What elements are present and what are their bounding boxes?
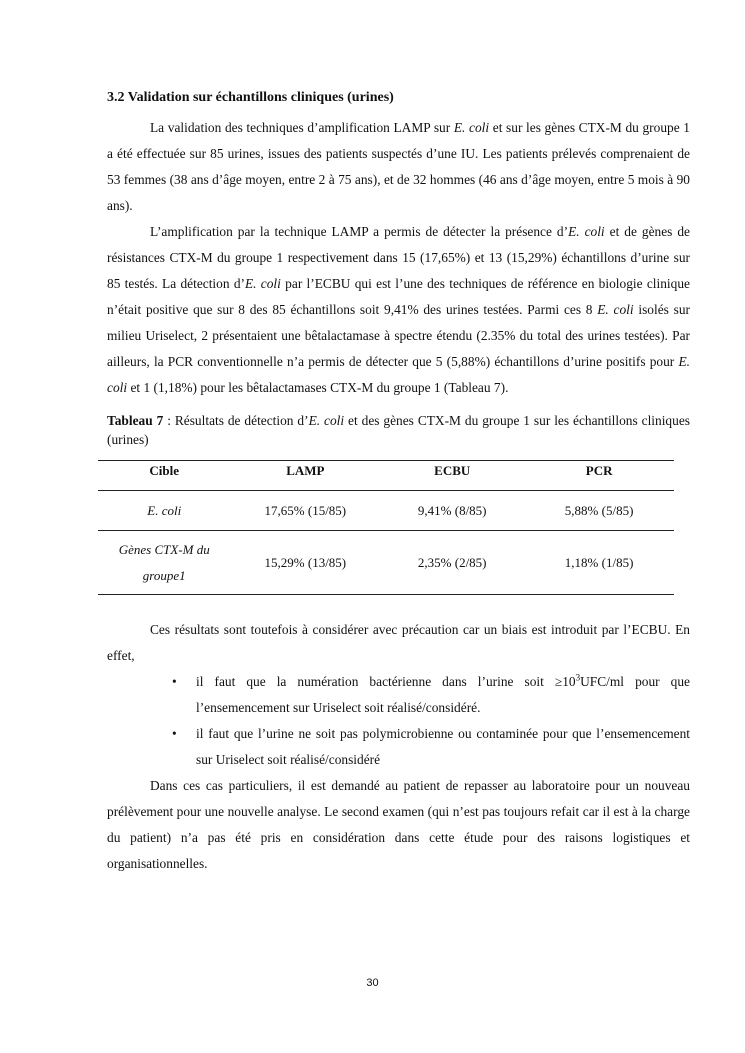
- bullet-icon: •: [172, 726, 177, 741]
- target-cell: Gènes CTX-M du groupe1: [98, 531, 230, 595]
- page-number: 30: [366, 977, 379, 989]
- document-page: [107, 86, 690, 877]
- ecbu-cell: 2,35% (2/85): [380, 531, 524, 595]
- column-header-cible: Cible: [98, 461, 230, 491]
- table-row: [98, 491, 674, 531]
- list-item: • il faut que la numération bactérienne dans l’urine soit $\ge 10^3UFC/ml$ pour que l’ensemencement sur Uriselect soit réalisé/considéré.: [107, 669, 690, 721]
- bullet-list: [107, 669, 690, 773]
- list-item: • il faut que l’urine ne soit pas polymicrobienne ou contaminée pour que l’ensemencement sur Uriselect soit réalisé/considéré: [107, 721, 690, 773]
- pcr-cell: 1,18% (1/85): [524, 531, 674, 595]
- ecbu-cell: 9,41% (8/85): [380, 491, 524, 531]
- column-header-lamp: LAMP: [230, 461, 380, 491]
- section-title: 3.2 Validation sur échantillons cliniques (urines): [107, 90, 394, 105]
- target-cell: E. coli: [98, 491, 230, 531]
- paragraph-2: L’amplification par la technique LAMP a permis de détecter la présence d’E. coli et de gènes de résistances CTX-M du groupe 1 respectivement dans 15 (17,65%) et 13 (15,29%) échantillons d’urine sur 85 testés. La détection d’E. coli par l’ECBU qui est l’une des techniques de référence en biologie clinique n’était positive que sur 8 des 85 échantillons soit 9,41% des urines testées. Parmi ces 8 E. coli isolés sur milieu Uriselect, 2 présentaient une bêtalactamase à spectre étendu (2.35% du total des urines testées). Par ailleurs, la PCR conventionnelle n’a permis de détecter que 5 (5,88%) échantillons d’urine positifs pour E. coli et 1 (1,18%) pour les bêtalactamases CTX-M du groupe 1 (Tableau 7).: [107, 224, 690, 395]
- paragraph-1: La validation des techniques d’amplification LAMP sur E. coli et sur les gènes CTX-M du groupe 1 a été effectuée sur 85 urines, issues des patients suspectés d’une IU. Les patients prélevés comprenaient de 53 femmes (38 ans d’âge moyen, entre 2 à 75 ans), et de 32 hommes (46 ans d’âge moyen, entre 5 mois à 90 ans).: [107, 120, 690, 213]
- table-caption: Tableau 7 : Résultats de détection d’E. coli et des gènes CTX-M du groupe 1 sur les échantillons cliniques (urines): [107, 413, 690, 447]
- lamp-cell: 17,65% (15/85): [230, 491, 380, 531]
- lamp-cell: 15,29% (13/85): [230, 531, 380, 595]
- results-table: [98, 460, 674, 595]
- paragraph-3: Ces résultats sont toutefois à considérer avec précaution car un biais est introduit par l’ECBU. En effet,: [107, 622, 690, 663]
- table-row: [98, 531, 674, 595]
- bullet-icon: •: [172, 674, 177, 689]
- paragraph-4: Dans ces cas particuliers, il est demandé au patient de repasser au laboratoire pour un nouveau prélèvement pour une nouvelle analyse. Le second examen (qui n’est pas toujours refait car il est à la charge du patient) n’a pas été pris en considération dans cette étude pour des raisons logistiques et organisationnelles.: [107, 778, 690, 871]
- pcr-cell: 5,88% (5/85): [524, 491, 674, 531]
- column-header-ecbu: ECBU: [380, 461, 524, 491]
- column-header-pcr: PCR: [524, 461, 674, 491]
